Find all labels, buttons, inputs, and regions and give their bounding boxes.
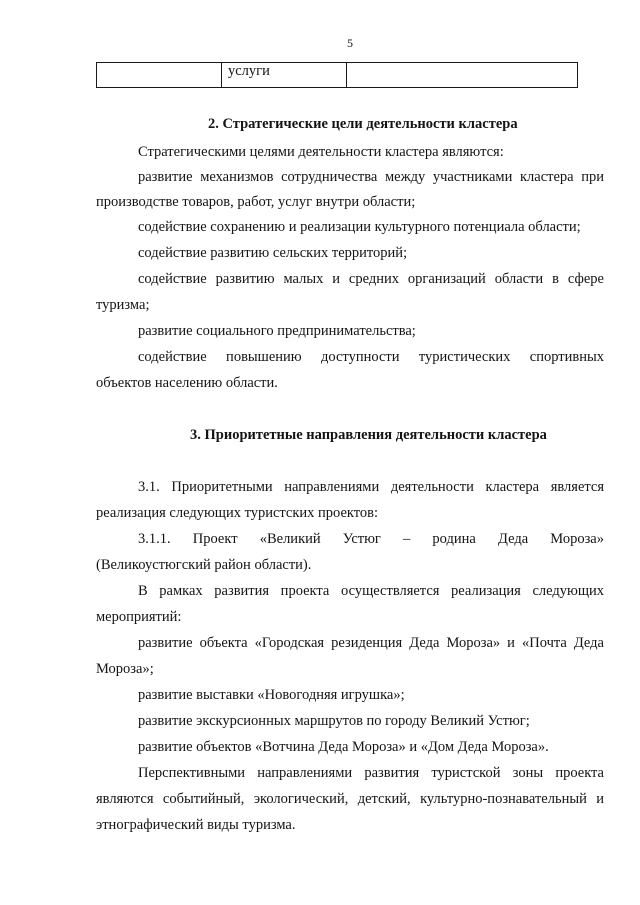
section2-intro: Стратегическими целями деятельности кластера являются: [138, 144, 504, 160]
section2-item1-line2: производстве товаров, работ, услуг внутри области; [96, 194, 416, 210]
section3-event1-line2: Мороза»; [96, 661, 154, 677]
section3-event4: развитие объектов «Вотчина Деда Мороза» и «Дом Деда Мороза». [138, 739, 549, 755]
section3-event1-line1: развитие объекта «Городская резиденция Деда Мороза» и «Почта Деда [138, 635, 604, 651]
table-cell: услуги [222, 63, 347, 88]
section2-item3: содействие развитию сельских территорий; [138, 245, 408, 261]
section2-item2: содействие сохранению и реализации культурного потенциала области; [138, 219, 581, 235]
section3-p31-line2: реализация следующих туристских проектов: [96, 505, 379, 521]
section3-perspective-line1: Перспективными направлениями развития туристской зоны проекта [138, 765, 604, 781]
section2-item4-line2: туризма; [96, 297, 150, 313]
section3-event3: развитие экскурсионных маршрутов по городу Великий Устюг; [138, 713, 530, 729]
section2-item6-line1: содействие повышению доступности туристических спортивных [138, 349, 604, 365]
section3-p311-line1: 3.1.1. Проект «Великий Устюг – родина Деда Мороза» [138, 531, 604, 547]
section2-item5: развитие социального предпринимательства; [138, 323, 416, 339]
table-row [97, 63, 578, 88]
section3-frame-line1: В рамках развития проекта осуществляется реализация следующих [138, 583, 604, 599]
section3-heading: 3. Приоритетные направления деятельности кластера [190, 427, 547, 443]
section2-item1-line1: развитие механизмов сотрудничества между участниками кластера при [138, 169, 604, 185]
section3-perspective-line2: являются событийный, экологический, детский, культурно-познавательный и [96, 791, 604, 807]
section3-frame-line2: мероприятий: [96, 609, 182, 625]
section3-perspective-line3: этнографический виды туризма. [96, 817, 296, 833]
section2-item6-line2: объектов населению области. [96, 375, 278, 391]
section3-p31-line1: 3.1. Приоритетными направлениями деятельности кластера является [138, 479, 604, 495]
continuation-table [96, 62, 578, 88]
table-cell [347, 63, 578, 88]
page-number: 5 [347, 36, 353, 50]
section2-item4-line1: содействие развитию малых и средних организаций области в сфере [138, 271, 604, 287]
section2-heading: 2. Стратегические цели деятельности кластера [208, 116, 518, 132]
section3-event2: развитие выставки «Новогодняя игрушка»; [138, 687, 405, 703]
table-cell [97, 63, 222, 88]
section3-p311-line2: (Великоустюгский район области). [96, 557, 312, 573]
